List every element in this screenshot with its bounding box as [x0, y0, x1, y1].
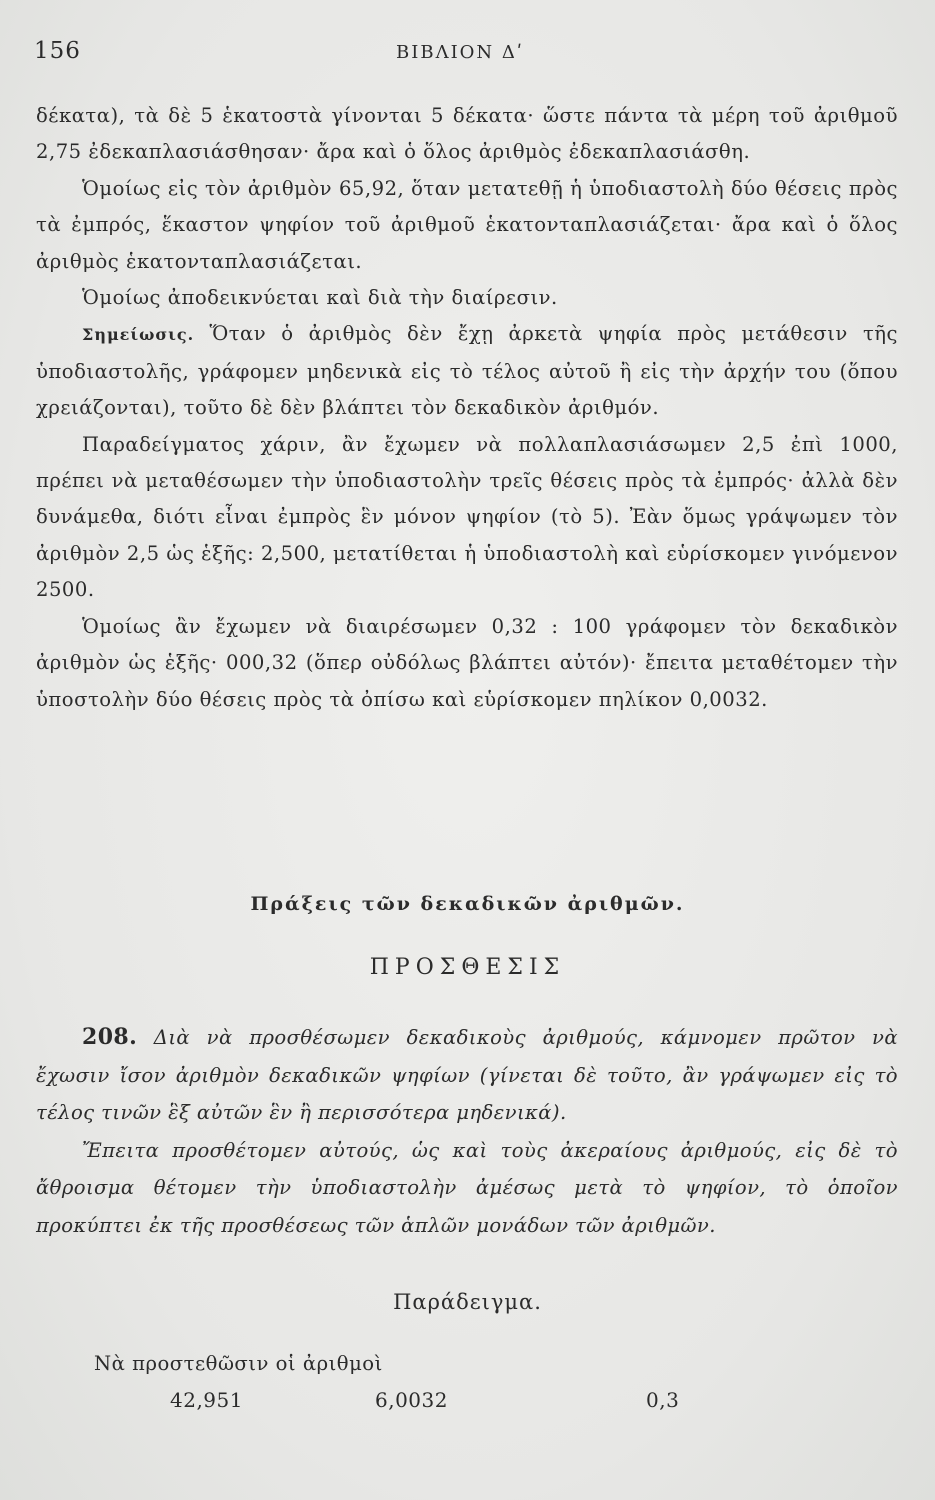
- page-header: [34, 38, 895, 68]
- example-title: Παράδειγμα.: [393, 1290, 542, 1314]
- paragraph-example-multiply: Παραδείγματος χάριν, ἂν ἔχωμεν νὰ πολλαπλασιάσωμεν 2,5 ἐπὶ 1000, πρέπει νὰ μεταθέσωμεν τὴν ὑποδιαστολὴν τρεῖς θέσεις πρὸς τὰ ἐμπρός· ἀλλὰ δὲν δυνάμεθα, διότι εἶναι ἐμπρὸς ἓν μόνον ψηφίον (τὸ 5). Ἐὰν ὅμως γράψωμεν τὸν ἀριθμὸν 2,5 ὡς ἑξῆς: 2,500, μετατίθεται ἡ ὑποδιαστολὴ καὶ εὑρίσκομεν γινόμενον 2500.: [36, 432, 898, 602]
- paragraph-example-divide: Ὁμοίως ἂν ἔχωμεν νὰ διαιρέσωμεν 0,32 : 100 γράφομεν τὸν δεκαδικὸν ἀριθμὸν ὡς ἑξῆς· 000,32 (ὅπερ οὐδόλως βλάπτει αὐτόν)· ἔπειτα μεταθέτομεν τὴν ὑποστολὴν δύο θέσεις πρὸς τὰ ὀπίσω καὶ εὑρίσκομεν πηλίκον 0,0032.: [36, 614, 898, 711]
- example-number: 6,0032: [375, 1388, 448, 1412]
- rule-paragraph: [36, 1019, 898, 1132]
- subsection-title: ΠΡΟΣΘΕΣΙΣ: [369, 955, 566, 980]
- rule-paragraph-2: Ἔπειτα προσθέτομεν αὐτούς, ὡς καὶ τοὺς ἀκεραίους ἀριθμούς, εἰς δὲ τὸ ἄθροισμα θέτομεν τὴν ὑποδιαστολὴν ἀμέσως μετὰ τὸ ψηφίον, τὸ ὁποῖον προκύπτει ἐκ τῆς προσθέσεως τῶν ἁπλῶν μονάδων τῶν ἀριθμῶν.: [36, 1138, 898, 1237]
- example-number: 42,951: [170, 1388, 243, 1412]
- note-label: Σημείωσις.: [82, 325, 195, 345]
- running-head: ΒΙΒΛΙΟΝ Δʹ: [396, 42, 524, 63]
- note-text: Ὅταν ὁ ἀριθμὸς δὲν ἔχῃ ἀρκετὰ ψηφία πρὸς μετάθεσιν τῆς ὑποδιαστολῆς, γράφομεν μηδενικὰ εἰς τὸ τέλος αὐτοῦ ἢ εἰς τὴν ἀρχήν του (ὅπου χρειάζονται), τοῦτο δὲ δὲν βλάπτει τὸν δεκαδικὸν ἀριθμόν.: [36, 322, 898, 420]
- example-intro: Νὰ προστεθῶσιν οἱ ἀριθμοὶ: [94, 1352, 383, 1375]
- section-title: Πράξεις τῶν δεκαδικῶν ἀριθμῶν.: [250, 893, 685, 915]
- paragraph-division: Ὁμοίως ἀποδεικνύεται καὶ διὰ τὴν διαίρεσιν.: [82, 286, 558, 310]
- rule-text: Διὰ νὰ προσθέσωμεν δεκαδικοὺς ἀριθμούς, κάμνομεν πρῶτον νὰ ἔχωσιν ἴσον ἀριθμὸν δεκαδικῶν ψηφίων (γίνεται δὲ τοῦτο, ἂν γράψωμεν εἰς τὸ τέλος τινῶν ἓξ αὐτῶν ἓν ἢ περισσότερα μηδενικά).: [36, 1026, 898, 1125]
- rule-block: [36, 1019, 898, 1245]
- note-paragraph: [36, 316, 898, 426]
- page-number: 156: [34, 38, 81, 64]
- example-number: 0,3: [646, 1388, 680, 1412]
- rule-number: 208.: [82, 1024, 138, 1050]
- paragraph-hundredfold: Ὁμοίως εἰς τὸν ἀριθμὸν 65,92, ὅταν μετατεθῇ ἡ ὑποδιαστολὴ δύο θέσεις πρὸς τὰ ἐμπρός, ἕκαστον ψηφίον τοῦ ἀριθμοῦ ἑκατονταπλασιάζεται· ἄρα καὶ ὁ ὅλος ἀριθμὸς ἑκατονταπλασιάζεται.: [36, 176, 898, 273]
- main-text: [36, 98, 898, 718]
- paragraph-continuation: δέκατα), τὰ δὲ 5 ἑκατοστὰ γίνονται 5 δέκατα· ὥστε πάντα τὰ μέρη τοῦ ἀριθμοῦ 2,75 ἐδεκαπλασιάσθησαν· ἄρα καὶ ὁ ὅλος ἀριθμὸς ἐδεκαπλασιάσθη.: [36, 104, 898, 164]
